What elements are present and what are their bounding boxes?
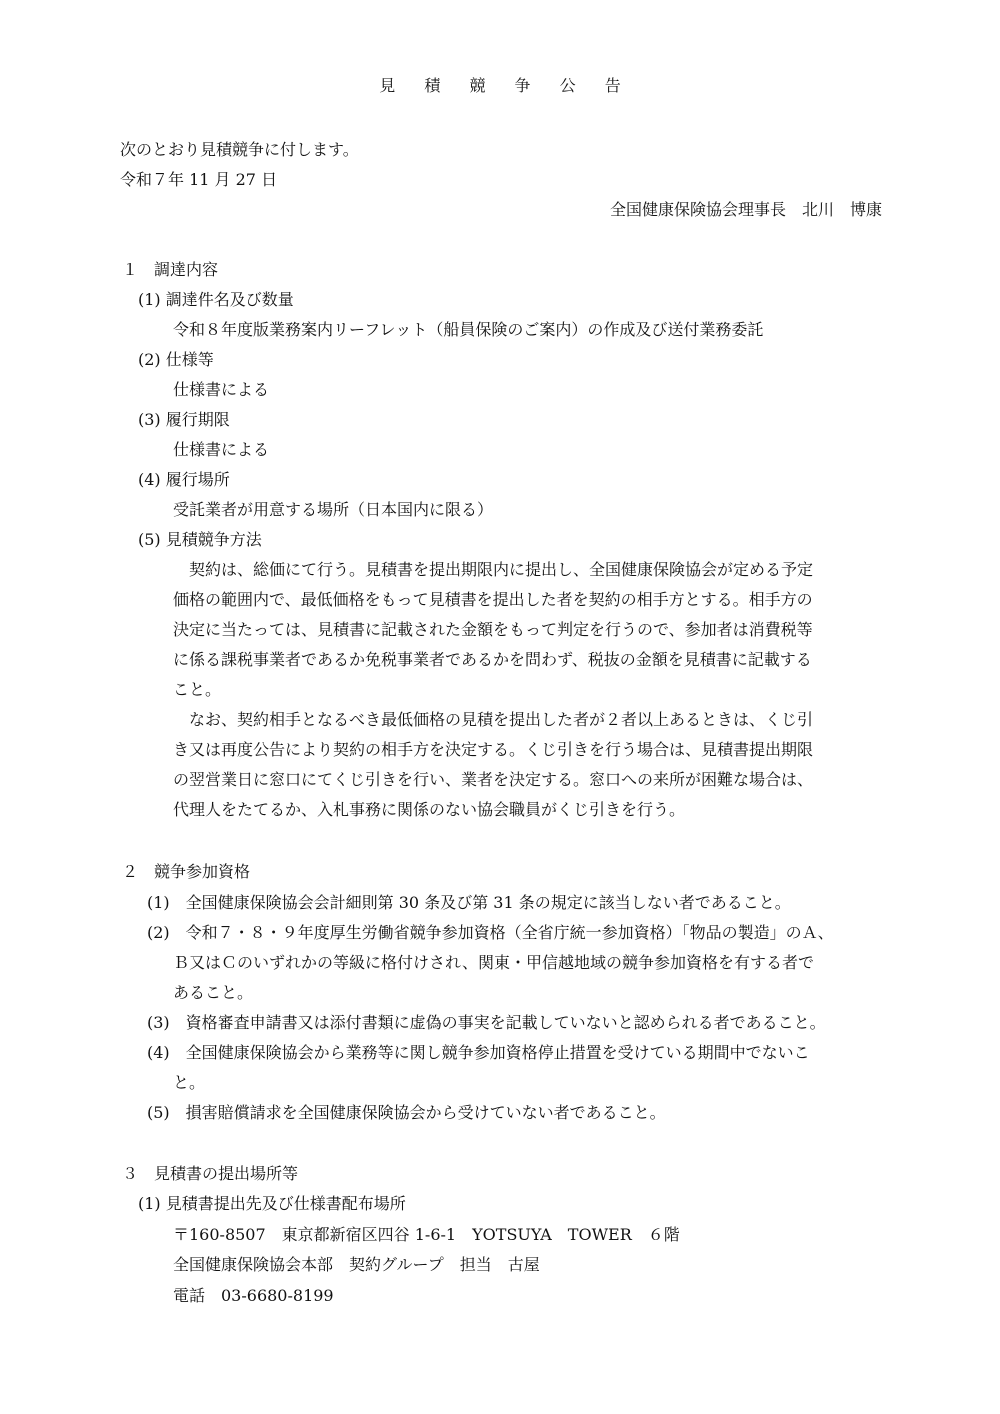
qualification-line: Ｂ又はＣのいずれかの等級に格付けされ、関東・甲信越地域の競争参加資格を有する者で	[173, 953, 814, 972]
contact-phone: 電話 03-6680-8199	[173, 1286, 334, 1305]
method-paragraph-1-line: 契約は、総価にて行う。見積書を提出期限内に提出し、全国健康保険協会が定める予定	[173, 560, 814, 579]
intro-text: 次のとおり見積競争に付します。	[120, 140, 359, 159]
method-paragraph-1-line: 決定に当たっては、見積書に記載された金額をもって判定を行うので、参加者は消費税等	[173, 620, 813, 639]
item-1-3-label: (3) 履行期限	[138, 410, 230, 429]
item-1-4-label: (4) 履行場所	[138, 470, 230, 489]
section-2-heading: ２ 競争参加資格	[122, 862, 251, 881]
method-paragraph-2-line: 代理人をたてるか、入札事務に関係のない協会職員がくじ引きを行う。	[173, 800, 686, 819]
issuer-name: 全国健康保険協会理事長 北川 博康	[609, 200, 882, 219]
qualification-line: (3) 資格審査申請書又は添付書類に虚偽の事実を記載していないと認められる者であること。	[147, 1013, 826, 1032]
qualification-line: (4) 全国健康保険協会から業務等に関し競争参加資格停止措置を受けている期間中でないこ	[147, 1043, 810, 1062]
qualification-line: (5) 損害賠償請求を全国健康保険協会から受けていない者であること。	[147, 1103, 666, 1122]
item-1-2-label: (2) 仕様等	[138, 350, 214, 369]
method-paragraph-1-line: こと。	[173, 680, 222, 699]
item-1-1-label: (1) 調達件名及び数量	[138, 290, 294, 309]
item-1-2-text: 仕様書による	[173, 380, 270, 399]
qualification-line: (2) 令和７・８・９年度厚生労働省競争参加資格（全省庁統一参加資格）「物品の製造」のＡ、	[147, 923, 834, 942]
document-title: 見 積 競 争 公 告	[379, 76, 633, 95]
submission-address: 〒160-8507 東京都新宿区四谷 1-6-1 YOTSUYA TOWER ６階	[173, 1225, 680, 1244]
item-1-4-text: 受託業者が用意する場所（日本国内に限る）	[173, 500, 494, 519]
contact-department: 全国健康保険協会本部 契約グループ 担当 古屋	[173, 1255, 540, 1274]
qualification-line: と。	[173, 1073, 206, 1092]
method-paragraph-2-line: き又は再度公告により契約の相手方を決定する。くじ引きを行う場合は、見積書提出期限	[173, 740, 814, 759]
method-paragraph-2-line: の翌営業日に窓口にてくじ引きを行い、業者を決定する。窓口への来所が困難な場合は、	[173, 770, 814, 789]
method-paragraph-1-line: 価格の範囲内で、最低価格をもって見積書を提出した者を契約の相手方とする。相手方の	[173, 590, 813, 609]
notice-date: 令和７年 11 月 27 日	[120, 170, 278, 189]
method-paragraph-1-line: に係る課税事業者であるか免税事業者であるかを問わず、税抜の金額を見積書に記載する	[173, 650, 812, 669]
item-1-3-text: 仕様書による	[173, 440, 270, 459]
item-1-1-text: 令和８年度版業務案内リーフレット（船員保険のご案内）の作成及び送付業務委託	[173, 320, 764, 339]
item-3-1-label: (1) 見積書提出先及び仕様書配布場所	[138, 1194, 406, 1213]
section-1-heading: １ 調達内容	[122, 260, 219, 279]
section-3-heading: ３ 見積書の提出場所等	[122, 1164, 299, 1183]
method-paragraph-2-line: なお、契約相手となるべき最低価格の見積を提出した者が２者以上あるときは、くじ引	[173, 710, 814, 729]
item-1-5-label: (5) 見積競争方法	[138, 530, 262, 549]
qualification-line: (1) 全国健康保険協会会計細則第 30 条及び第 31 条の規定に該当しない者であること。	[147, 893, 791, 912]
qualification-line: あること。	[173, 983, 254, 1002]
